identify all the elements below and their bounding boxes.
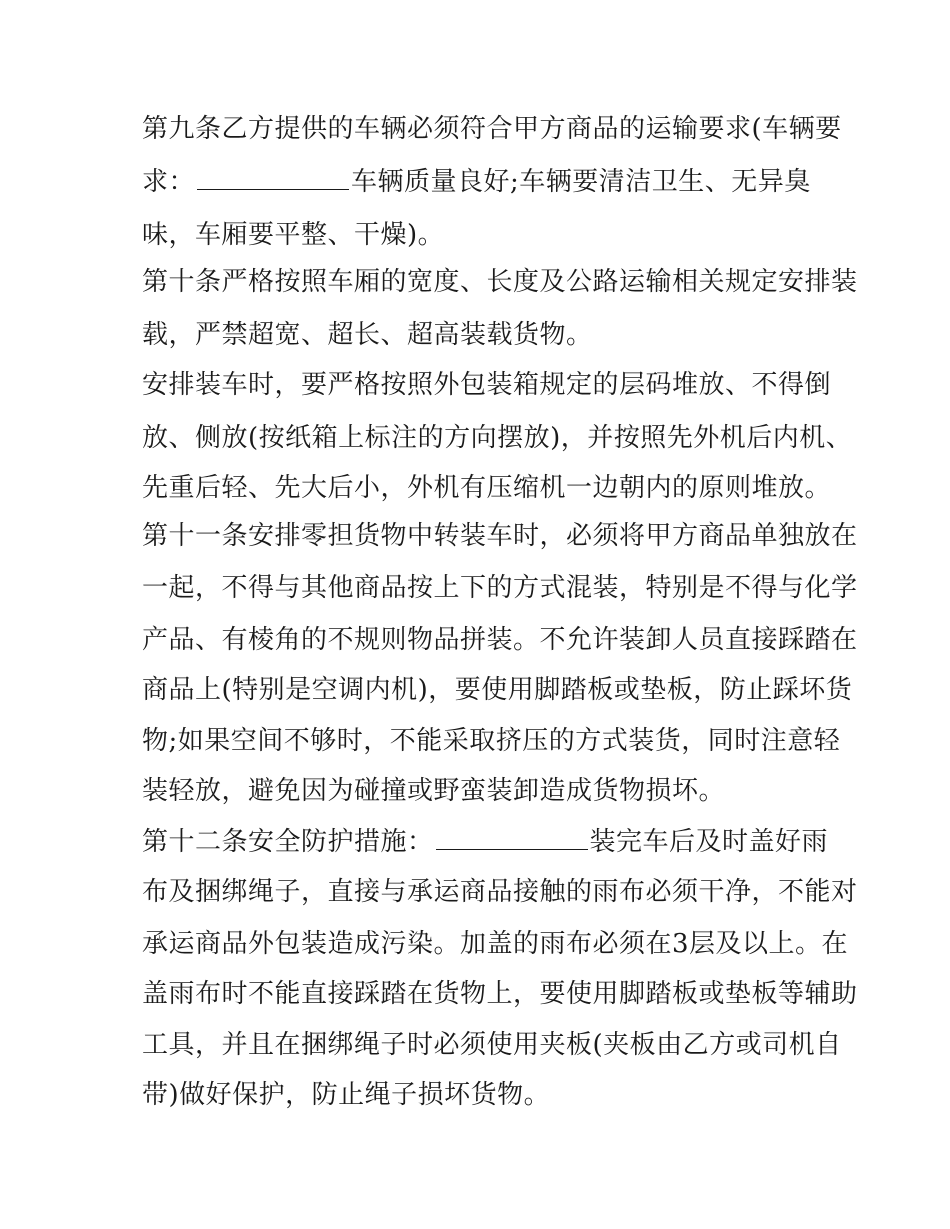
art12-line-4: 盖雨布时不能直接踩踏在货物上，要使用脚踏板或垫板等辅助 xyxy=(142,979,858,1009)
art10-line-2: 载，严禁超宽、超长、超高装载货物。 xyxy=(142,320,593,350)
art12-line-1-start: 第十二条安全防护措施： xyxy=(142,827,434,857)
art9-line-2-start: 求： xyxy=(142,167,196,197)
art10-line-5: 先重后轻、先大后小，外机有压缩机一边朝内的原则堆放。 xyxy=(142,473,832,503)
art9-line-2-end: 车辆质量良好;车辆要清洁卫生、无异臭 xyxy=(351,167,811,197)
fill-in-blank-vehicle-requirement xyxy=(197,167,349,190)
art11-line-3: 产品、有棱角的不规则物品拼装。不允许装卸人员直接踩踏在 xyxy=(142,625,858,655)
art9-line-1: 第九条乙方提供的车辆必须符合甲方商品的运输要求(车辆要 xyxy=(142,114,842,144)
fill-in-blank-safety-measures xyxy=(436,827,588,850)
art11-line-4: 商品上(特别是空调内机)，要使用脚踏板或垫板，防止踩坏货 xyxy=(142,675,853,705)
art9-line-3: 味，车厢要平整、干燥)。 xyxy=(142,220,445,250)
art12-line-5: 工具，并且在捆绑绳子时必须使用夹板(夹板由乙方或司机自 xyxy=(142,1030,842,1060)
art11-line-2: 一起，不得与其他商品按上下的方式混装，特别是不得与化学 xyxy=(142,573,858,603)
art11-line-6: 装轻放，避免因为碰撞或野蛮装卸造成货物损坏。 xyxy=(142,776,726,806)
art9-line-2 xyxy=(142,167,811,197)
art12-line-6: 带)做好保护，防止绳子损坏货物。 xyxy=(142,1080,551,1110)
art12-line-3: 承运商品外包装造成污染。加盖的雨布必须在3层及以上。在 xyxy=(142,929,849,959)
art11-line-1: 第十一条安排零担货物中转装车时，必须将甲方商品单独放在 xyxy=(142,521,858,551)
art10-line-4: 放、侧放(按纸箱上标注的方向摆放)，并按照先外机后内机、 xyxy=(142,423,853,453)
art11-line-5: 物;如果空间不够时，不能采取挤压的方式装货，同时注意轻 xyxy=(142,726,841,756)
art10-line-3: 安排装车时，要严格按照外包装箱规定的层码堆放、不得倒 xyxy=(142,370,832,400)
art12-line-2: 布及捆绑绳子，直接与承运商品接触的雨布必须干净，不能对 xyxy=(142,877,858,907)
art12-line-1-end: 装完车后及时盖好雨 xyxy=(589,827,829,857)
art10-line-1: 第十条严格按照车厢的宽度、长度及公路运输相关规定安排装 xyxy=(142,267,858,297)
art12-line-1 xyxy=(142,827,828,857)
